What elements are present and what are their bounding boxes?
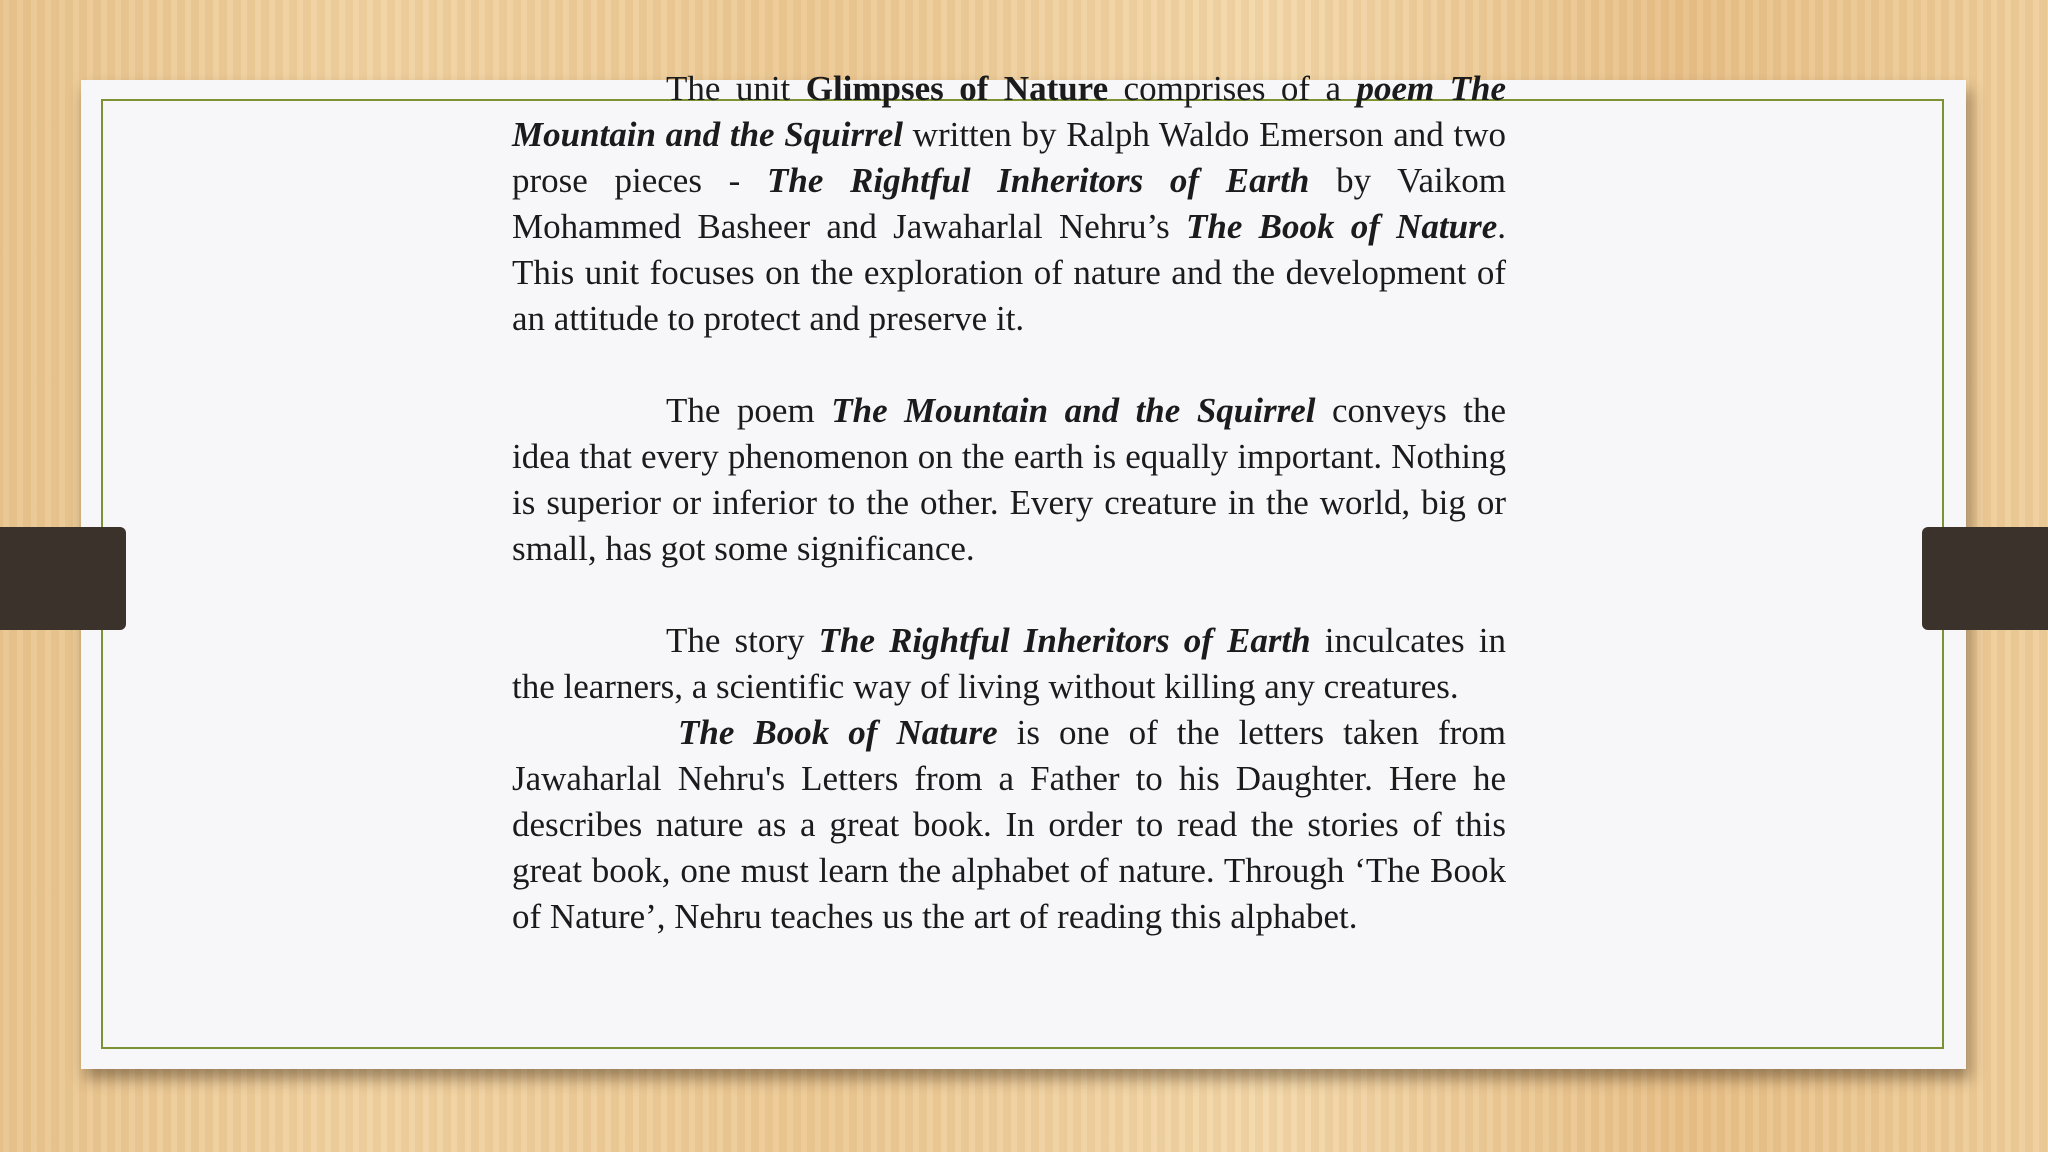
- p1-text-3: written by Ralph Waldo Emerson and two prose pieces -: [512, 115, 1506, 200]
- p1-letter-title: The Book of Nature: [1186, 207, 1498, 246]
- p3-story-title: The Rightful Inheritors of Earth: [818, 621, 1311, 660]
- p2-poem-title: The Mountain and the Squirrel: [831, 391, 1316, 430]
- left-binder-tab: [0, 527, 126, 630]
- p4-letter-title: The Book of Nature: [678, 713, 998, 752]
- slide-body-text: [512, 66, 1506, 940]
- p2-text-1: The poem: [666, 391, 832, 430]
- p3-text-2: inculcates in the learners, a scientific way of living without killing any creatures.: [512, 621, 1506, 706]
- paragraph-letter: [512, 710, 1506, 940]
- p1-story-title: The Rightful Inheritors of Earth: [766, 161, 1310, 200]
- p1-text-1: The unit: [666, 69, 806, 108]
- p1-text-2: comprises of a: [1108, 69, 1357, 108]
- p1-unit-title: Glimpses of Nature: [805, 69, 1109, 108]
- p4-text-1: is one of the letters taken from Jawaharlal Nehru's Letters from a Father to his Daughter. Here he describes nature as a great book. In order to read the stories of this great book, one must learn the alphabet of nature. Through ‘The Book of Nature’, Nehru teaches us the art of reading this alphabet.: [512, 713, 1507, 936]
- paragraph-poem: [512, 388, 1506, 572]
- p1-text-4: by Vaikom Mohammed Basheer and Jawaharlal Nehru’s: [512, 161, 1506, 246]
- p1-poem-title: poem The Mountain and the Squirrel: [512, 69, 1506, 154]
- p1-text-5: . This unit focuses on the exploration of nature and the development of an attitude to protect and preserve it.: [512, 207, 1506, 338]
- paragraph-story: [512, 618, 1506, 710]
- p3-text-1: The story: [666, 621, 819, 660]
- right-binder-tab: [1922, 527, 2048, 630]
- paragraph-unit-intro: [512, 66, 1506, 342]
- p2-text-2: conveys the idea that every phenomenon on the earth is equally important. Nothing is superior or inferior to the other. Every creature in the world, big or small, has got some significance.: [512, 391, 1506, 568]
